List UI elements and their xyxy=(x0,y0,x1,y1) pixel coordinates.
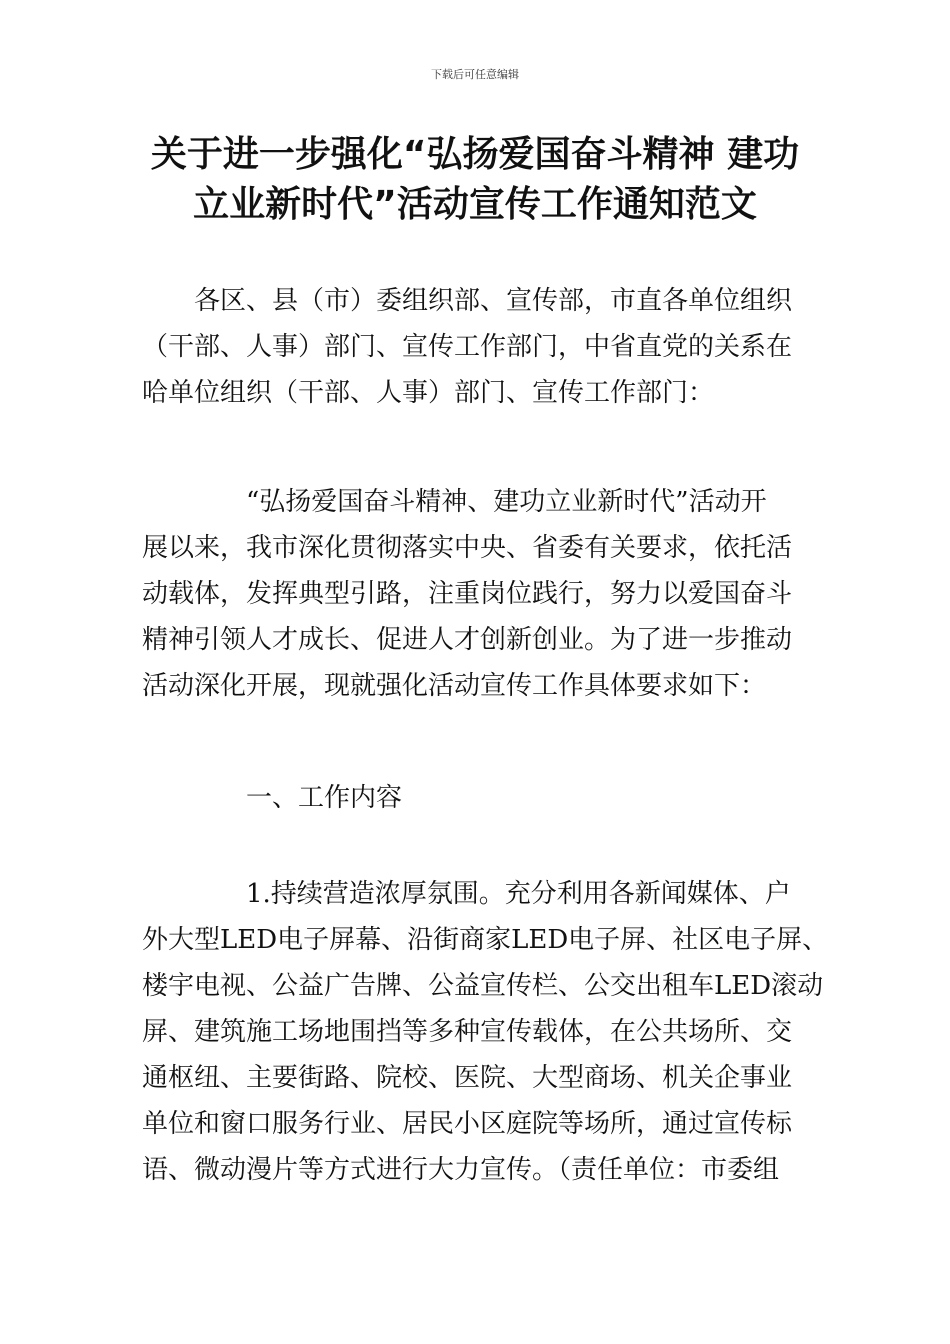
text-line: 单位和窗口服务行业、居民小区庭院等场所，通过宣传标 xyxy=(142,1109,793,1139)
text-line: 语、微动漫片等方式进行大力宣传。（责任单位：市委组 xyxy=(142,1155,780,1185)
text-line: “弘扬爱国奋斗精神、建功立业新时代”活动开 xyxy=(246,487,767,517)
document-title xyxy=(120,130,830,230)
text-line: 外大型LED电子屏幕、沿街商家LED电子屏、社区电子屏、 xyxy=(142,925,829,955)
text-line: 通枢纽、主要街路、院校、医院、大型商场、机关企事业 xyxy=(142,1063,793,1093)
text-line: （干部、人事）部门、宣传工作部门，中省直党的关系在 xyxy=(142,332,793,362)
salutation-paragraph xyxy=(142,278,812,416)
section-heading xyxy=(142,775,812,821)
text-line: 动载体，发挥典型引路，注重岗位践行，努力以爱国奋斗 xyxy=(142,579,793,609)
page-header-note: 下载后可任意编辑 xyxy=(431,68,519,81)
text-line: 屏、建筑施工场地围挡等多种宣传载体，在公共场所、交 xyxy=(142,1017,793,1047)
section-heading-text: 一、工作内容 xyxy=(246,783,403,813)
title-line-2: 立业新时代”活动宣传工作通知范文 xyxy=(193,184,757,225)
text-line: 展以来，我市深化贯彻落实中央、省委有关要求，依托活 xyxy=(142,533,793,563)
text-line: 楼宇电视、公益广告牌、公益宣传栏、公交出租车LED滚动 xyxy=(142,971,824,1001)
title-line-1: 关于进一步强化“弘扬爱国奋斗精神 建功 xyxy=(150,134,800,175)
text-line: 精神引领人才成长、促进人才创新创业。为了进一步推动 xyxy=(142,625,793,655)
text-line: 活动深化开展，现就强化活动宣传工作具体要求如下： xyxy=(142,671,767,701)
intro-paragraph xyxy=(142,479,812,709)
item-1-paragraph xyxy=(142,871,829,1193)
text-line: 哈单位组织（干部、人事）部门、宣传工作部门： xyxy=(142,378,715,408)
text-line: 1.持续营造浓厚氛围。充分利用各新闻媒体、户 xyxy=(246,879,791,909)
text-line: 各区、县（市）委组织部、宣传部，市直各单位组织 xyxy=(194,286,793,316)
